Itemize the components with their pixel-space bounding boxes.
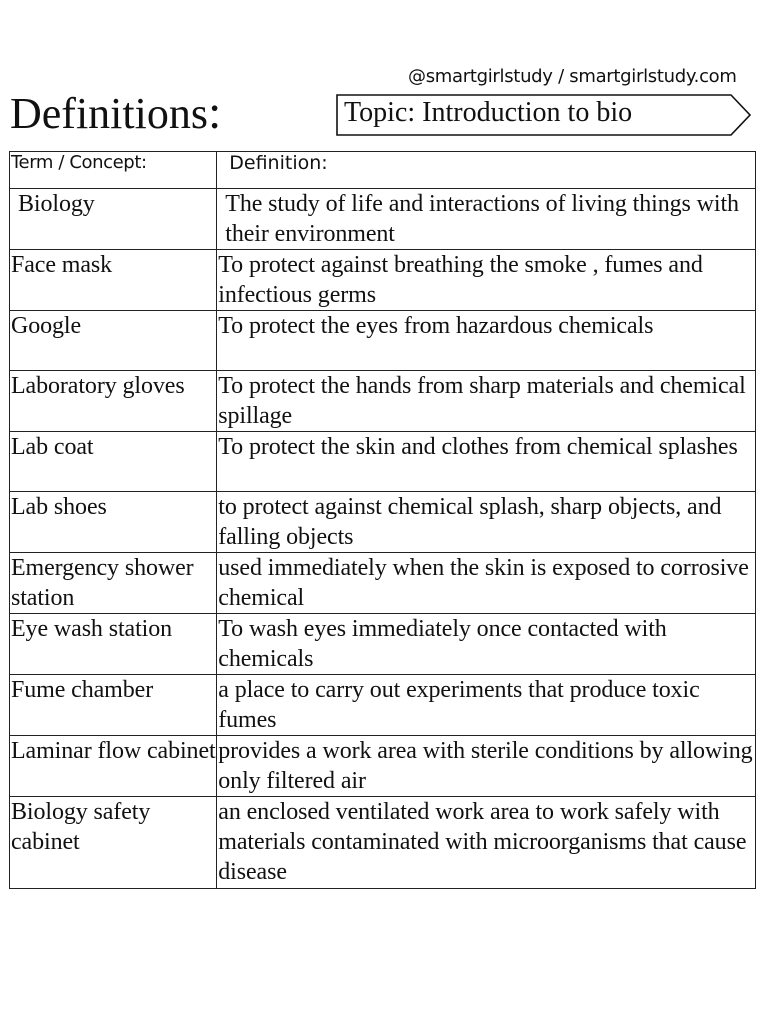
- term-cell: Emergency shower station: [10, 553, 217, 614]
- table-row: [10, 736, 756, 797]
- credit-line: @smartgirlstudy / smartgirlstudy.com: [408, 66, 737, 87]
- table-row: [10, 492, 756, 553]
- table-row: [10, 371, 756, 432]
- definition-cell: The study of life and interactions of living things with their environment: [217, 189, 756, 250]
- topic-banner: [336, 94, 752, 136]
- definition-cell: to protect against chemical splash, sharp objects, and falling objects: [217, 492, 756, 553]
- table-row: [10, 553, 756, 614]
- page-title: [10, 88, 221, 139]
- definition-cell: used immediately when the skin is exposed to corrosive chemical: [217, 553, 756, 614]
- table-row: [10, 432, 756, 492]
- table-row: [10, 614, 756, 675]
- definition-cell: To protect against breathing the smoke , fumes and infectious germs: [217, 250, 756, 311]
- topic-label: Topic: Introduction to bio: [344, 97, 633, 128]
- table-row: [10, 250, 756, 311]
- table-row: [10, 189, 756, 250]
- term-cell: Lab shoes: [10, 492, 217, 553]
- title-text: Definitions: [10, 89, 208, 138]
- column-header-definition: Definition:: [217, 152, 756, 189]
- table-row: [10, 797, 756, 889]
- column-header-term: Term / Concept:: [10, 152, 217, 189]
- definitions-table: [9, 151, 756, 889]
- table-row: [10, 675, 756, 736]
- definition-cell: To wash eyes immediately once contacted with chemicals: [217, 614, 756, 675]
- title-colon: :: [207, 86, 222, 139]
- definition-cell: a place to carry out experiments that produce toxic fumes: [217, 675, 756, 736]
- term-cell: Laboratory gloves: [10, 371, 217, 432]
- table-header-row: [10, 152, 756, 189]
- definition-cell: an enclosed ventilated work area to work safely with materials contaminated with microorganisms that cause disease: [217, 797, 756, 889]
- table-row: [10, 311, 756, 371]
- term-cell: Google: [10, 311, 217, 371]
- definition-cell: To protect the hands from sharp materials and chemical spillage: [217, 371, 756, 432]
- term-cell: Biology safety cabinet: [10, 797, 217, 889]
- term-cell: Lab coat: [10, 432, 217, 492]
- term-cell: Laminar flow cabinet: [10, 736, 217, 797]
- term-cell: Face mask: [10, 250, 217, 311]
- definition-cell: provides a work area with sterile conditions by allowing only filtered air: [217, 736, 756, 797]
- definition-cell: To protect the eyes from hazardous chemicals: [217, 311, 756, 371]
- definition-cell: To protect the skin and clothes from chemical splashes: [217, 432, 756, 492]
- term-cell: Fume chamber: [10, 675, 217, 736]
- term-cell: Eye wash station: [10, 614, 217, 675]
- term-cell: Biology: [10, 189, 217, 250]
